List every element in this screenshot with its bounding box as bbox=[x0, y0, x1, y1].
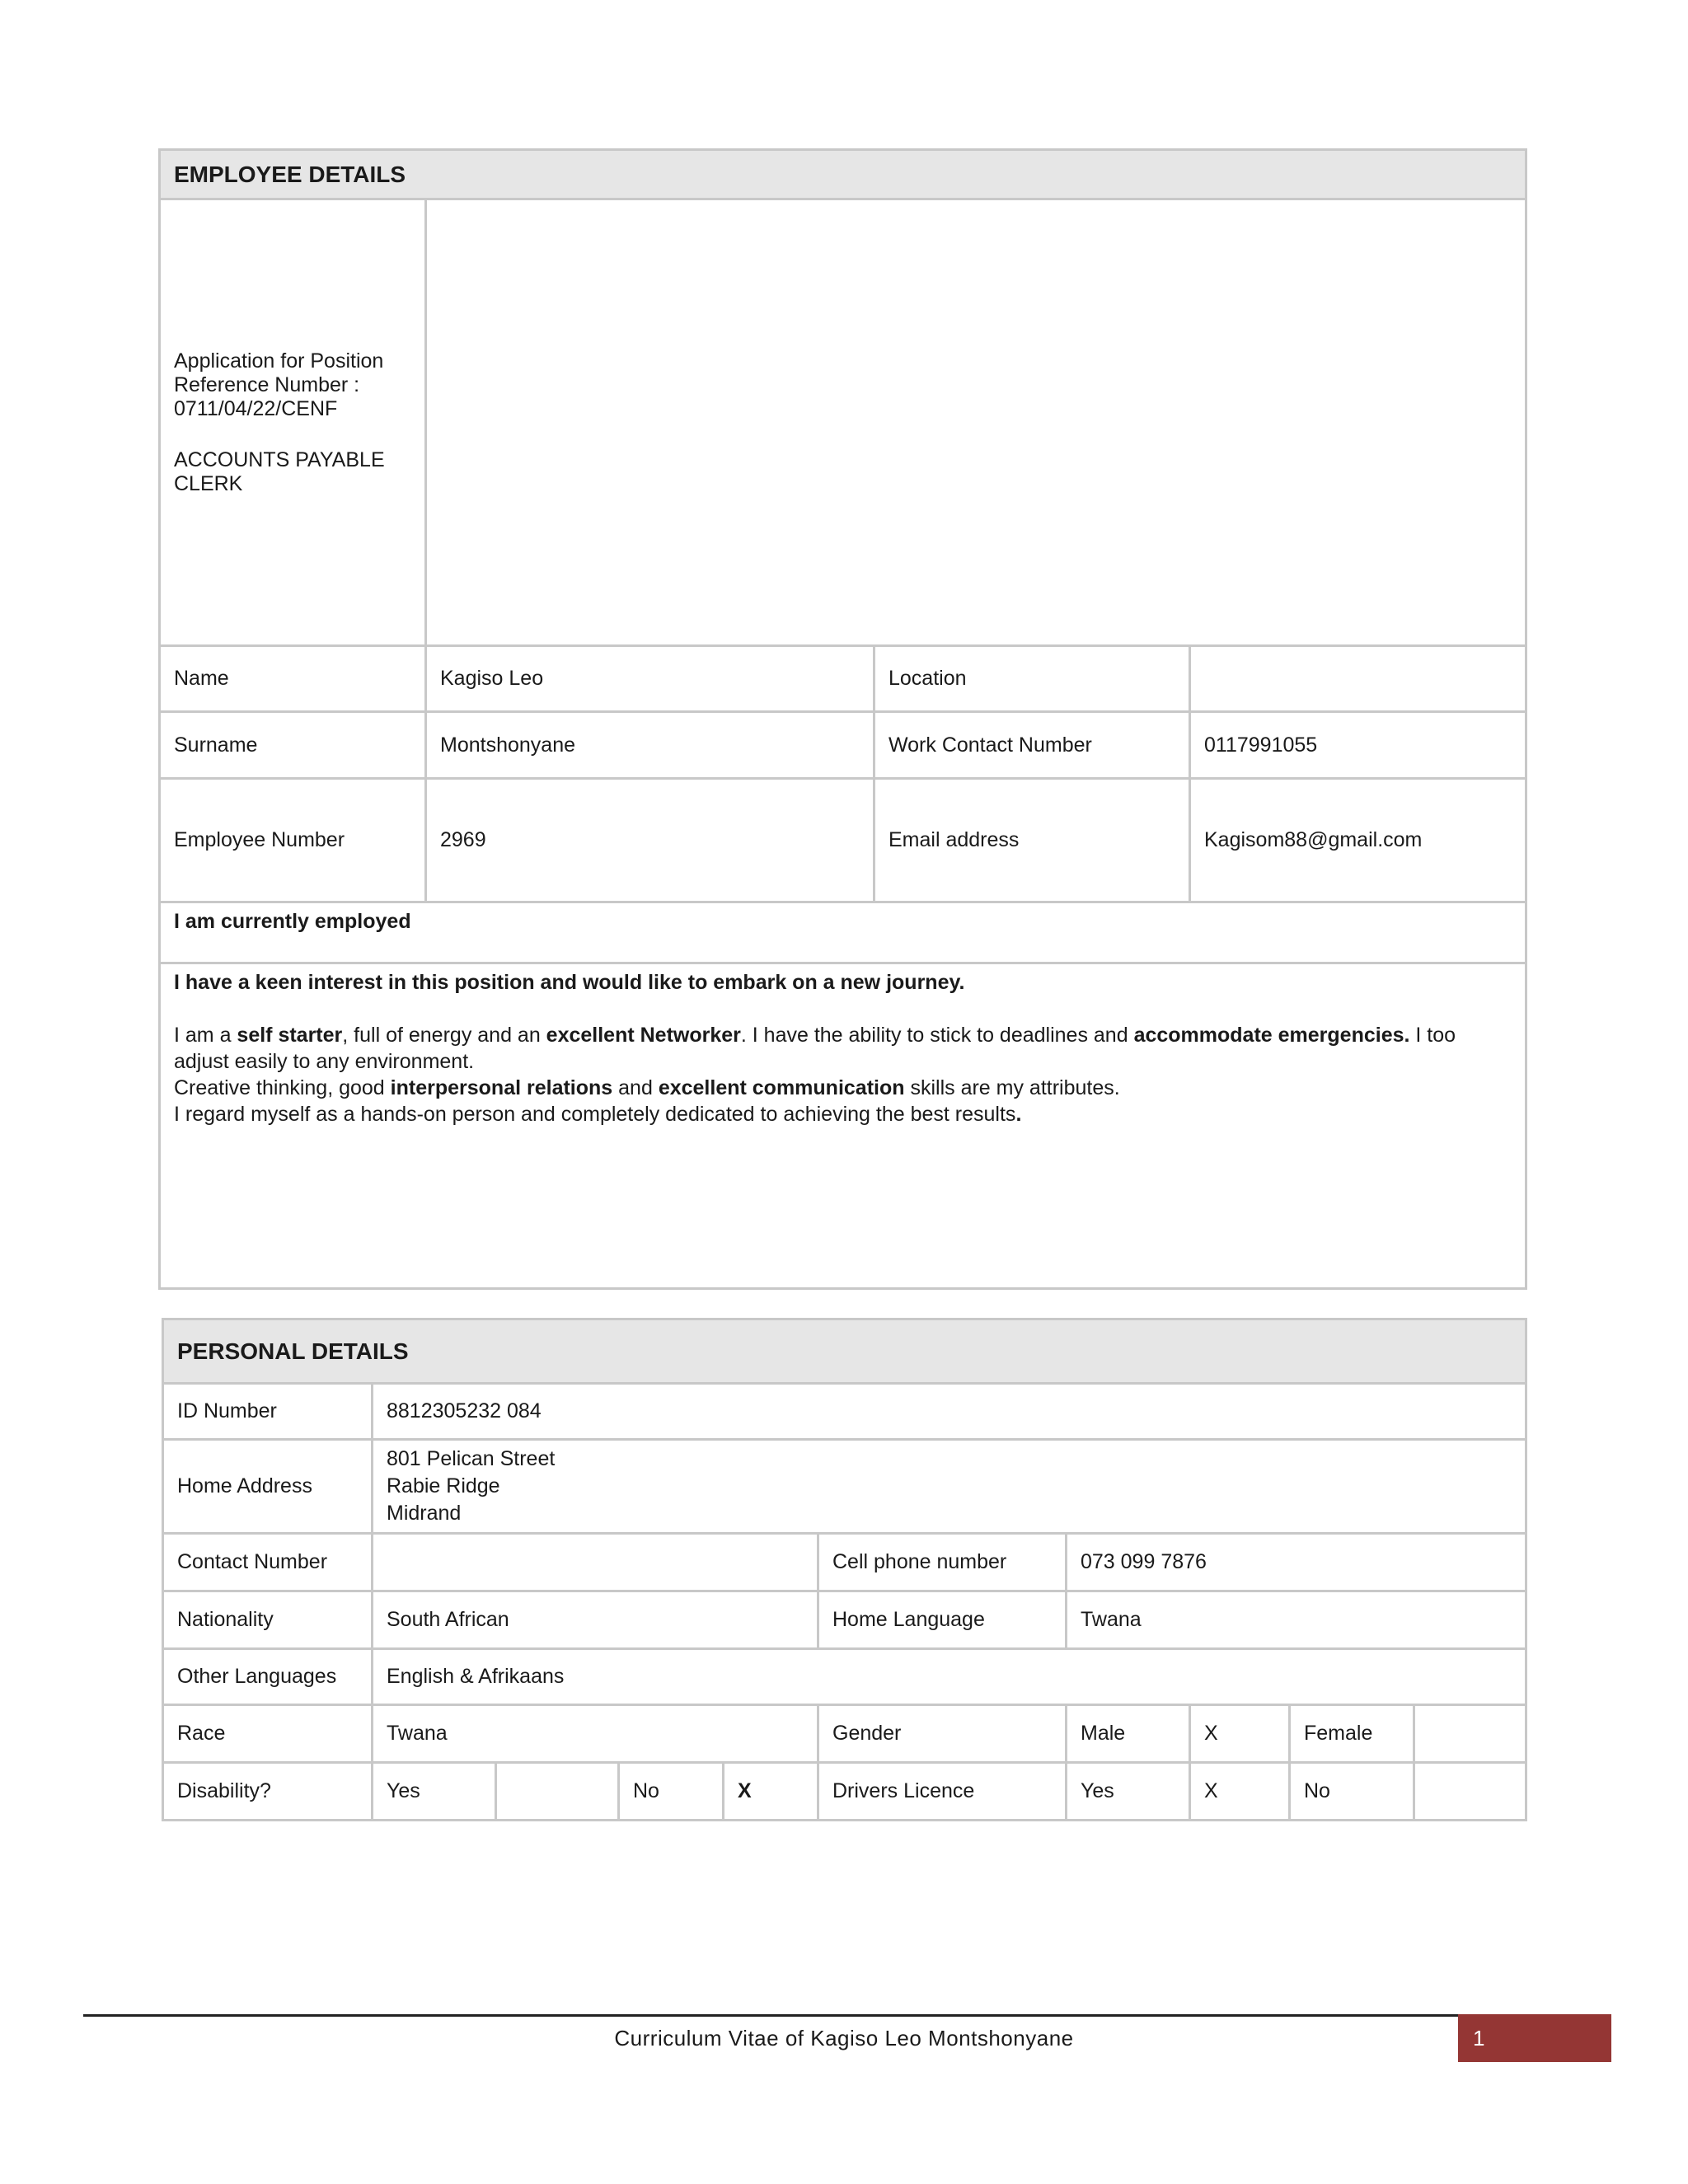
male-mark: X bbox=[1190, 1705, 1290, 1763]
employee-number-label: Employee Number bbox=[160, 779, 426, 902]
other-languages-value: English & Afrikaans bbox=[373, 1649, 1526, 1705]
name-value: Kagiso Leo bbox=[426, 646, 874, 712]
summary-emphasis: interpersonal relations bbox=[390, 1076, 613, 1099]
disability-yes-label: Yes bbox=[373, 1763, 496, 1821]
id-number-label: ID Number bbox=[163, 1384, 373, 1440]
home-language-label: Home Language bbox=[818, 1591, 1067, 1649]
female-label: Female bbox=[1290, 1705, 1414, 1763]
home-language-value: Twana bbox=[1067, 1591, 1526, 1649]
employment-status: I am currently employed bbox=[160, 902, 1526, 963]
work-contact-value: 0117991055 bbox=[1190, 712, 1526, 779]
disability-yes-mark bbox=[496, 1763, 619, 1821]
interest-statement: I have a keen interest in this position and would like to embark on a new journey. bbox=[174, 971, 965, 994]
personal-details-heading: PERSONAL DETAILS bbox=[163, 1319, 1526, 1384]
email-value: Kagisom88@gmail.com bbox=[1190, 779, 1526, 902]
id-number-value: 8812305232 084 bbox=[373, 1384, 1526, 1440]
other-languages-label: Other Languages bbox=[163, 1649, 373, 1705]
employee-details-heading: EMPLOYEE DETAILS bbox=[160, 150, 1526, 199]
disability-no-mark: X bbox=[724, 1763, 818, 1821]
employee-number-value: 2969 bbox=[426, 779, 874, 902]
summary-emphasis: . bbox=[1015, 1103, 1022, 1126]
summary-emphasis: self starter bbox=[237, 1024, 343, 1047]
gender-label: Gender bbox=[818, 1705, 1067, 1763]
cell-number-value: 073 099 7876 bbox=[1067, 1534, 1526, 1591]
summary-emphasis: excellent communication bbox=[658, 1076, 905, 1099]
male-label: Male bbox=[1067, 1705, 1190, 1763]
address-line: Rabie Ridge bbox=[387, 1474, 500, 1497]
summary-text: , full of energy and an bbox=[342, 1024, 546, 1047]
race-value: Twana bbox=[373, 1705, 818, 1763]
application-line: Application for Position bbox=[174, 349, 384, 373]
licence-no-mark bbox=[1414, 1763, 1526, 1821]
position-title-line: ACCOUNTS PAYABLE bbox=[174, 448, 385, 471]
surname-value: Montshonyane bbox=[426, 712, 874, 779]
licence-yes-label: Yes bbox=[1067, 1763, 1190, 1821]
surname-label: Surname bbox=[160, 712, 426, 779]
summary-text: and bbox=[612, 1076, 659, 1099]
summary-text: Creative thinking, good bbox=[174, 1076, 391, 1099]
race-label: Race bbox=[163, 1705, 373, 1763]
application-info-cell bbox=[160, 199, 426, 646]
licence-no-label: No bbox=[1290, 1763, 1414, 1821]
home-address-value bbox=[373, 1440, 1526, 1534]
summary-text: . I have the ability to stick to deadlines and bbox=[740, 1024, 1134, 1047]
email-label: Email address bbox=[874, 779, 1190, 902]
nationality-value: South African bbox=[373, 1591, 818, 1649]
photo-placeholder-cell bbox=[426, 199, 1526, 646]
location-value bbox=[1190, 646, 1526, 712]
summary-text: skills are my attributes. bbox=[904, 1076, 1120, 1099]
personal-details-table bbox=[162, 1318, 1527, 1821]
female-mark bbox=[1414, 1705, 1526, 1763]
address-line: 801 Pelican Street bbox=[387, 1447, 556, 1470]
home-address-label: Home Address bbox=[163, 1440, 373, 1534]
reference-number: 0711/04/22/CENF bbox=[174, 396, 338, 420]
location-label: Location bbox=[874, 646, 1190, 712]
work-contact-label: Work Contact Number bbox=[874, 712, 1190, 779]
footer-divider bbox=[83, 2014, 1458, 2017]
summary-text: I regard myself as a hands-on person and completely dedicated to achieving the best results bbox=[174, 1103, 1016, 1126]
reference-label: Reference Number : bbox=[174, 373, 360, 396]
page-number: 1 bbox=[1458, 2014, 1611, 2062]
summary-paragraph-2 bbox=[174, 1075, 1512, 1101]
summary-paragraph-1 bbox=[174, 1022, 1512, 1075]
summary-cell bbox=[160, 963, 1526, 1289]
contact-number-value bbox=[373, 1534, 818, 1591]
disability-no-label: No bbox=[619, 1763, 724, 1821]
nationality-label: Nationality bbox=[163, 1591, 373, 1649]
position-title-line: CLERK bbox=[174, 471, 243, 495]
licence-yes-mark: X bbox=[1190, 1763, 1290, 1821]
drivers-licence-label: Drivers Licence bbox=[818, 1763, 1067, 1821]
disability-label: Disability? bbox=[163, 1763, 373, 1821]
contact-number-label: Contact Number bbox=[163, 1534, 373, 1591]
summary-emphasis: excellent Networker bbox=[546, 1024, 741, 1047]
summary-paragraph-3 bbox=[174, 1101, 1512, 1127]
footer-text: Curriculum Vitae of Kagiso Leo Montshonyane bbox=[614, 2026, 1074, 2050]
summary-text: I too adjust easily to any environment. bbox=[174, 1024, 1456, 1073]
cell-number-label: Cell phone number bbox=[818, 1534, 1067, 1591]
name-label: Name bbox=[160, 646, 426, 712]
address-line: Midrand bbox=[387, 1502, 462, 1525]
summary-text: I am a bbox=[174, 1024, 237, 1047]
employee-details-table bbox=[158, 148, 1527, 1290]
summary-emphasis: accommodate emergencies. bbox=[1133, 1024, 1410, 1047]
